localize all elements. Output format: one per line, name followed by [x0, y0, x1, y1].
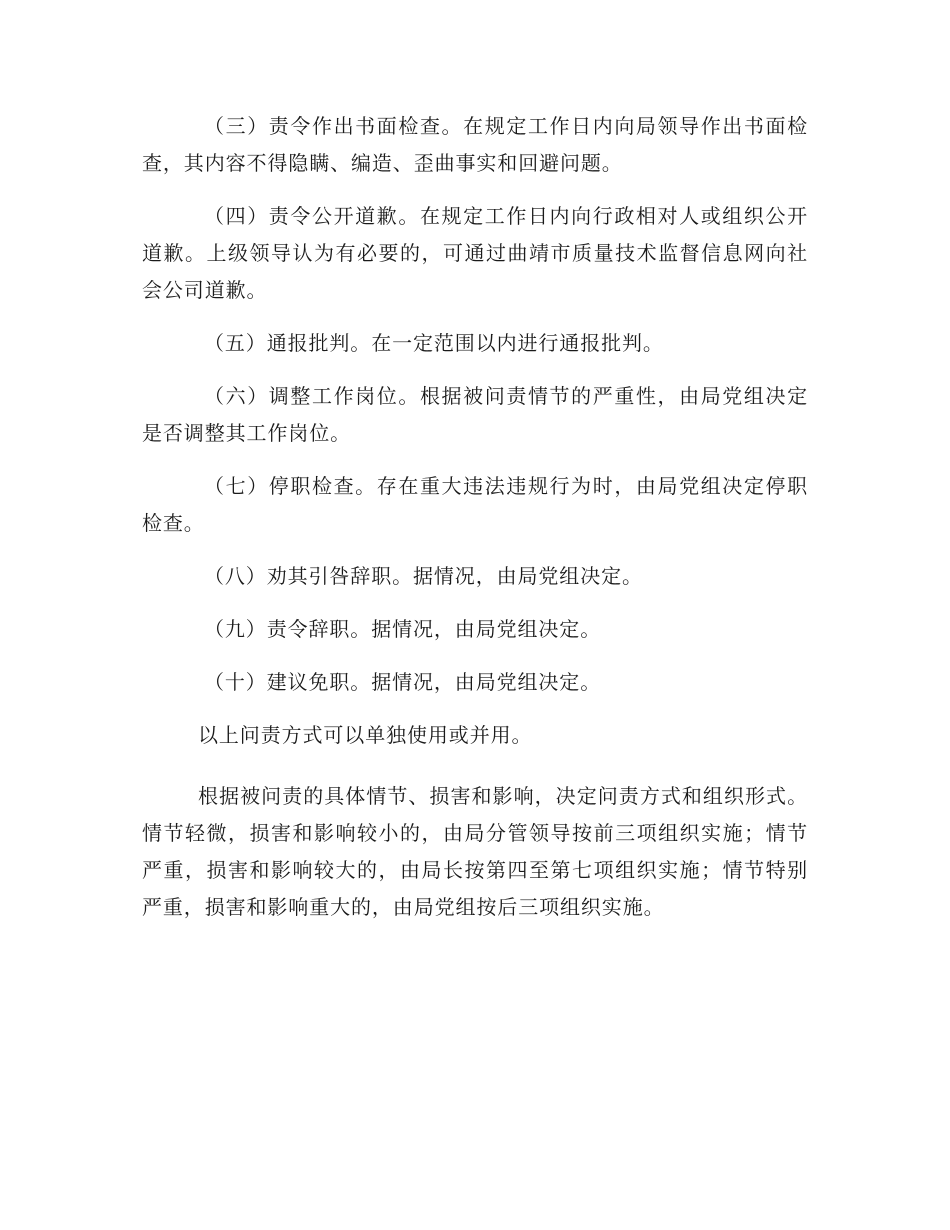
paragraph-resignation-advice: （八）劝其引咎辞职。据情况，由局党组决定。 — [204, 564, 643, 588]
document-body — [142, 108, 808, 942]
paragraph-written-inspection: （三）责令作出书面检查。在规定工作日内向局领导作出书面检查，其内容不得隐瞒、编造、歪曲事实和回避问题。 — [142, 114, 808, 175]
paragraph-accountability-rules: 根据被问责的具体情节、损害和影响，决定问责方式和组织形式。情节轻微，损害和影响较小的，由局分管领导按前三项组织实施；情节严重，损害和影响较大的，由局长按第四至第七项组织实施；情节特别严重，损害和影响重大的，由局党组按后三项组织实施。 — [142, 784, 808, 919]
paragraph-public-apology: （四）责令公开道歉。在规定工作日内向行政相对人或组织公开道歉。上级领导认为有必要的，可通过曲靖市质量技术监督信息网向社会公司道歉。 — [142, 204, 808, 302]
paragraph-dismissal-proposal: （十）建议免职。据情况，由局党组决定。 — [204, 670, 602, 694]
paragraph-ordered-resignation: （九）责令辞职。据情况，由局党组决定。 — [204, 617, 602, 641]
paragraph-combined-use: 以上问责方式可以单独使用或并用。 — [198, 723, 533, 747]
paragraph-job-adjustment: （六）调整工作岗位。根据被问责情节的严重性，由局党组决定是否调整其工作岗位。 — [142, 384, 808, 445]
paragraph-circulated-criticism: （五）通报批判。在一定范围以内进行通报批判。 — [204, 331, 664, 355]
paragraph-suspension: （七）停职检查。存在重大违法违规行为时，由局党组决定停职检查。 — [142, 474, 808, 535]
